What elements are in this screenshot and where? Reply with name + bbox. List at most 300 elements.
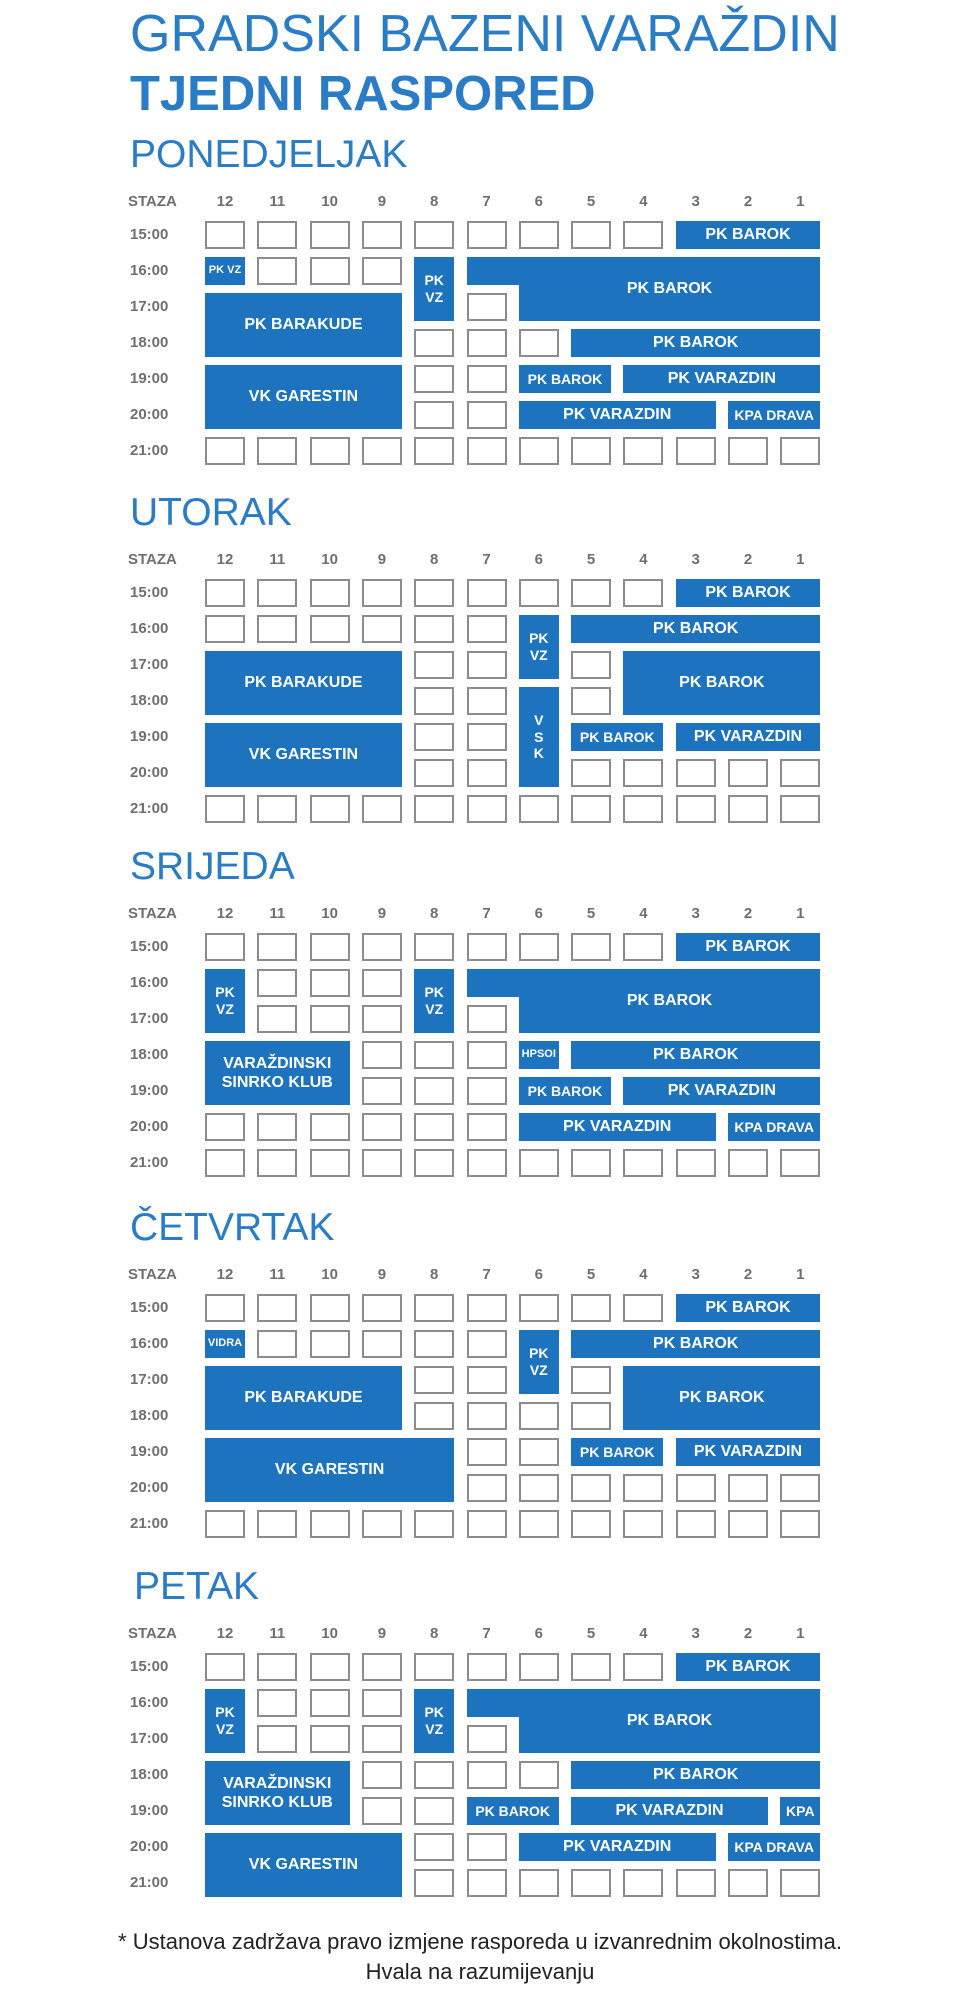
lane-slot[interactable] — [205, 1149, 245, 1177]
lane-slot[interactable] — [414, 1366, 454, 1394]
booking-block[interactable]: PK VZ — [414, 257, 454, 321]
lane-number: 11 — [269, 551, 286, 568]
lane-slot[interactable] — [780, 1869, 820, 1897]
lane-slot[interactable] — [467, 401, 507, 429]
lane-slot[interactable] — [362, 1077, 402, 1105]
lane-slot[interactable] — [467, 795, 507, 823]
lane-slot[interactable] — [257, 1725, 297, 1753]
lane-slot[interactable] — [623, 933, 663, 961]
lane-slot[interactable] — [310, 1294, 350, 1322]
booking-block[interactable]: PK BAROK — [571, 1330, 820, 1358]
lane-slot[interactable] — [467, 687, 507, 715]
lane-number: 5 — [586, 1266, 596, 1283]
lane-number: 8 — [430, 193, 439, 210]
lane-slot[interactable] — [414, 723, 454, 751]
lane-slot[interactable] — [519, 579, 559, 607]
lane-slot[interactable] — [362, 1041, 402, 1069]
lane-number: 11 — [269, 1266, 286, 1283]
lane-slot[interactable] — [310, 615, 350, 643]
lane-slot[interactable] — [257, 1330, 297, 1358]
booking-block[interactable]: PK VZ — [414, 969, 454, 1033]
lane-slot[interactable] — [257, 1689, 297, 1717]
lane-slot[interactable] — [519, 1510, 559, 1538]
lane-slot[interactable] — [467, 437, 507, 465]
booking-block[interactable]: PK BAROK — [676, 579, 821, 607]
lane-slot[interactable] — [467, 1438, 507, 1466]
lane-header-label: STAZA — [128, 551, 177, 568]
lane-slot[interactable] — [205, 615, 245, 643]
lane-slot[interactable] — [205, 1113, 245, 1141]
lane-slot[interactable] — [623, 1294, 663, 1322]
lane-number: 10 — [321, 905, 338, 922]
lane-slot[interactable] — [467, 1474, 507, 1502]
lane-slot[interactable] — [310, 1005, 350, 1033]
lane-slot[interactable] — [257, 969, 297, 997]
booking-block[interactable]: KPA DRAVA — [728, 1113, 820, 1141]
lane-slot[interactable] — [414, 933, 454, 961]
booking-block[interactable]: VIDRA — [205, 1330, 245, 1358]
booking-block-extension[interactable] — [467, 257, 519, 285]
lane-slot[interactable] — [310, 1653, 350, 1681]
lane-slot[interactable] — [467, 1113, 507, 1141]
lane-slot[interactable] — [257, 1294, 297, 1322]
lane-slot[interactable] — [362, 933, 402, 961]
time-label: 18:00 — [130, 334, 169, 351]
booking-block[interactable]: PK BAROK — [519, 1689, 821, 1753]
lane-slot[interactable] — [257, 1149, 297, 1177]
lane-slot[interactable] — [414, 1761, 454, 1789]
lane-slot[interactable] — [728, 437, 768, 465]
lane-slot[interactable] — [310, 1330, 350, 1358]
booking-block[interactable]: PK BAROK — [676, 933, 821, 961]
booking-block[interactable]: PK BAROK — [571, 329, 820, 357]
lane-number: 4 — [639, 193, 648, 210]
booking-block[interactable]: PK VZ — [519, 1330, 559, 1394]
booking-block[interactable]: PK VARAZDIN — [676, 723, 821, 751]
day-title: SRIJEDA — [130, 845, 295, 888]
booking-block[interactable]: PK BAROK — [676, 221, 821, 249]
lane-slot[interactable] — [362, 1330, 402, 1358]
lane-slot[interactable] — [467, 1869, 507, 1897]
lane-slot[interactable] — [257, 1113, 297, 1141]
time-label: 21:00 — [130, 1874, 169, 1891]
lane-slot[interactable] — [414, 1510, 454, 1538]
lane-slot[interactable] — [467, 1294, 507, 1322]
lane-slot[interactable] — [571, 1510, 611, 1538]
lane-slot[interactable] — [728, 1474, 768, 1502]
booking-block[interactable]: PK VARAZDIN — [519, 401, 716, 429]
lane-slot[interactable] — [571, 651, 611, 679]
time-label: 16:00 — [130, 620, 169, 637]
lane-slot[interactable] — [571, 1366, 611, 1394]
lane-slot[interactable] — [571, 437, 611, 465]
lane-number: 7 — [482, 1266, 491, 1283]
booking-block[interactable]: VK GARESTIN — [205, 365, 402, 429]
booking-block[interactable]: PK BARAKUDE — [205, 293, 402, 357]
lane-slot[interactable] — [728, 759, 768, 787]
booking-block[interactable]: PK BAROK — [571, 1761, 820, 1789]
lane-slot[interactable] — [205, 795, 245, 823]
lane-number: 4 — [639, 1625, 648, 1642]
lane-slot[interactable] — [414, 1869, 454, 1897]
lane-number: 3 — [691, 193, 700, 210]
lane-slot[interactable] — [519, 1653, 559, 1681]
lane-slot[interactable] — [676, 437, 716, 465]
lane-slot[interactable] — [257, 221, 297, 249]
lane-slot[interactable] — [519, 1149, 559, 1177]
booking-block[interactable]: VARAŽDINSKI SINRKO KLUB — [205, 1041, 350, 1105]
booking-block[interactable]: PK BAROK — [676, 1653, 821, 1681]
lane-slot[interactable] — [414, 1653, 454, 1681]
lane-slot[interactable] — [310, 221, 350, 249]
lane-slot[interactable] — [414, 1077, 454, 1105]
lane-number: 5 — [586, 193, 596, 210]
lane-slot[interactable] — [676, 1474, 716, 1502]
lane-slot[interactable] — [362, 1653, 402, 1681]
lane-slot[interactable] — [676, 1869, 716, 1897]
lane-slot[interactable] — [519, 1869, 559, 1897]
lane-slot[interactable] — [467, 759, 507, 787]
booking-block[interactable]: KPA DRAVA — [728, 401, 820, 429]
booking-block[interactable]: PK VARAZDIN — [519, 1833, 716, 1861]
booking-block[interactable]: PK VZ — [205, 257, 245, 285]
lane-slot[interactable] — [571, 1474, 611, 1502]
lane-slot[interactable] — [780, 437, 820, 465]
booking-block[interactable]: PK BAROK — [571, 1438, 663, 1466]
page-subtitle: TJEDNI RASPORED — [130, 67, 596, 121]
lane-slot[interactable] — [467, 1366, 507, 1394]
lane-slot[interactable] — [362, 969, 402, 997]
lane-slot[interactable] — [257, 257, 297, 285]
lane-slot[interactable] — [467, 1077, 507, 1105]
lane-slot[interactable] — [728, 1149, 768, 1177]
lane-slot[interactable] — [362, 1510, 402, 1538]
lane-slot[interactable] — [519, 1474, 559, 1502]
lane-slot[interactable] — [467, 1005, 507, 1033]
lane-slot[interactable] — [519, 1294, 559, 1322]
lane-slot[interactable] — [467, 1510, 507, 1538]
time-label: 19:00 — [130, 1082, 169, 1099]
lane-number: 2 — [743, 1625, 753, 1642]
booking-block-extension[interactable] — [467, 1689, 519, 1717]
lane-slot[interactable] — [414, 651, 454, 679]
lane-slot[interactable] — [205, 579, 245, 607]
booking-block[interactable]: PK VZ — [519, 615, 559, 679]
lane-slot[interactable] — [257, 437, 297, 465]
lane-slot[interactable] — [623, 1149, 663, 1177]
lane-slot[interactable] — [414, 1149, 454, 1177]
lane-slot[interactable] — [310, 933, 350, 961]
lane-slot[interactable] — [310, 1113, 350, 1141]
lane-slot[interactable] — [362, 1725, 402, 1753]
lane-slot[interactable] — [728, 1510, 768, 1538]
lane-slot[interactable] — [467, 933, 507, 961]
lane-number: 3 — [691, 905, 700, 922]
time-label: 17:00 — [130, 1730, 169, 1747]
booking-block[interactable]: PK BARAKUDE — [205, 651, 402, 715]
day-title: ČETVRTAK — [130, 1206, 335, 1249]
booking-block[interactable]: PK VZ — [205, 1689, 245, 1753]
lane-slot[interactable] — [623, 221, 663, 249]
booking-block[interactable]: PK VARAZDIN — [623, 1077, 820, 1105]
lane-slot[interactable] — [257, 615, 297, 643]
lane-slot[interactable] — [676, 1510, 716, 1538]
booking-block[interactable]: V S K — [519, 687, 559, 787]
lane-slot[interactable] — [310, 437, 350, 465]
lane-number: 12 — [216, 1266, 234, 1283]
lane-slot[interactable] — [362, 1113, 402, 1141]
lane-slot[interactable] — [728, 795, 768, 823]
lane-slot[interactable] — [414, 1330, 454, 1358]
lane-slot[interactable] — [571, 579, 611, 607]
lane-number: 6 — [534, 1266, 543, 1283]
lane-slot[interactable] — [414, 615, 454, 643]
lane-slot[interactable] — [362, 1761, 402, 1789]
booking-block[interactable]: PK BAROK — [519, 257, 821, 321]
time-label: 17:00 — [130, 1010, 169, 1027]
lane-slot[interactable] — [623, 1653, 663, 1681]
lane-slot[interactable] — [362, 1149, 402, 1177]
time-label: 18:00 — [130, 1407, 169, 1424]
lane-slot[interactable] — [467, 1725, 507, 1753]
lane-slot[interactable] — [310, 1510, 350, 1538]
lane-slot[interactable] — [414, 401, 454, 429]
lane-slot[interactable] — [571, 933, 611, 961]
lane-slot[interactable] — [519, 329, 559, 357]
lane-slot[interactable] — [780, 1510, 820, 1538]
lane-slot[interactable] — [571, 1294, 611, 1322]
booking-block[interactable]: PK VARAZDIN — [676, 1438, 821, 1466]
lane-slot[interactable] — [467, 1833, 507, 1861]
lane-slot[interactable] — [519, 933, 559, 961]
lane-slot[interactable] — [519, 795, 559, 823]
lane-header-label: STAZA — [128, 1266, 177, 1283]
lane-slot[interactable] — [257, 1653, 297, 1681]
lane-slot[interactable] — [310, 1149, 350, 1177]
lane-slot[interactable] — [623, 437, 663, 465]
lane-slot[interactable] — [205, 933, 245, 961]
lane-number: 6 — [534, 551, 543, 568]
lane-slot[interactable] — [414, 1797, 454, 1825]
booking-block[interactable]: PK BAROK — [519, 365, 611, 393]
time-label: 19:00 — [130, 728, 169, 745]
lane-slot[interactable] — [519, 1402, 559, 1430]
lane-slot[interactable] — [414, 795, 454, 823]
booking-block[interactable]: VARAŽDINSKI SINRKO KLUB — [205, 1761, 350, 1825]
booking-block[interactable]: HPSOI — [519, 1041, 559, 1069]
booking-block[interactable]: PK VARAZDIN — [623, 365, 820, 393]
lane-number: 10 — [321, 551, 338, 568]
lane-number: 6 — [534, 193, 543, 210]
lane-slot[interactable] — [310, 795, 350, 823]
lane-number: 5 — [586, 905, 596, 922]
booking-block-extension[interactable] — [467, 969, 519, 997]
lane-slot[interactable] — [728, 1869, 768, 1897]
lane-slot[interactable] — [467, 1041, 507, 1069]
lane-slot[interactable] — [623, 795, 663, 823]
lane-slot[interactable] — [362, 1689, 402, 1717]
lane-slot[interactable] — [362, 579, 402, 607]
lane-number: 4 — [639, 905, 648, 922]
lane-slot[interactable] — [467, 1653, 507, 1681]
lane-slot[interactable] — [623, 1510, 663, 1538]
lane-number: 1 — [796, 193, 805, 210]
lane-slot[interactable] — [362, 615, 402, 643]
lane-slot[interactable] — [467, 1402, 507, 1430]
lane-slot[interactable] — [310, 257, 350, 285]
lane-slot[interactable] — [623, 579, 663, 607]
lane-slot[interactable] — [780, 759, 820, 787]
lane-number: 3 — [691, 1625, 700, 1642]
booking-block[interactable]: PK BAROK — [519, 969, 821, 1033]
booking-block[interactable]: PK BAROK — [571, 1041, 820, 1069]
booking-block[interactable]: PK VARAZDIN — [519, 1113, 716, 1141]
day-title: UTORAK — [130, 491, 292, 534]
lane-slot[interactable] — [362, 1797, 402, 1825]
lane-number: 4 — [639, 1266, 648, 1283]
booking-block[interactable]: KPA DRAVA — [728, 1833, 820, 1861]
lane-slot[interactable] — [414, 1113, 454, 1141]
lane-slot[interactable] — [676, 795, 716, 823]
lane-number: 1 — [796, 1266, 805, 1283]
lane-number: 6 — [534, 1625, 543, 1642]
lane-slot[interactable] — [467, 579, 507, 607]
time-label: 15:00 — [130, 1658, 169, 1675]
lane-slot[interactable] — [519, 221, 559, 249]
lane-slot[interactable] — [414, 579, 454, 607]
lane-slot[interactable] — [571, 1653, 611, 1681]
booking-block[interactable]: PK BAROK — [623, 651, 820, 715]
time-label: 21:00 — [130, 800, 169, 817]
lane-slot[interactable] — [414, 1402, 454, 1430]
lane-slot[interactable] — [414, 1294, 454, 1322]
lane-slot[interactable] — [362, 1294, 402, 1322]
booking-block[interactable]: PK BAROK — [571, 615, 820, 643]
time-label: 19:00 — [130, 1443, 169, 1460]
lane-slot[interactable] — [467, 651, 507, 679]
booking-block[interactable]: VK GARESTIN — [205, 723, 402, 787]
lane-slot[interactable] — [519, 1438, 559, 1466]
time-label: 21:00 — [130, 442, 169, 459]
lane-slot[interactable] — [362, 437, 402, 465]
lane-slot[interactable] — [362, 1005, 402, 1033]
time-label: 18:00 — [130, 1046, 169, 1063]
lane-slot[interactable] — [467, 293, 507, 321]
booking-block[interactable]: VK GARESTIN — [205, 1833, 402, 1897]
lane-slot[interactable] — [205, 221, 245, 249]
lane-slot[interactable] — [205, 437, 245, 465]
lane-slot[interactable] — [205, 1653, 245, 1681]
lane-slot[interactable] — [257, 1510, 297, 1538]
lane-slot[interactable] — [310, 579, 350, 607]
lane-slot[interactable] — [310, 969, 350, 997]
lane-slot[interactable] — [414, 365, 454, 393]
lane-slot[interactable] — [467, 1330, 507, 1358]
lane-slot[interactable] — [362, 221, 402, 249]
lane-header-label: STAZA — [128, 905, 177, 922]
booking-block[interactable]: PK VZ — [414, 1689, 454, 1753]
lane-slot[interactable] — [780, 1474, 820, 1502]
footer-note: * Ustanova zadržava pravo izmjene rasporeda u izvanrednim okolnostima. — [118, 1929, 842, 1954]
lane-slot[interactable] — [467, 365, 507, 393]
lane-slot[interactable] — [467, 1149, 507, 1177]
lane-slot[interactable] — [780, 1149, 820, 1177]
time-label: 21:00 — [130, 1154, 169, 1171]
lane-slot[interactable] — [467, 221, 507, 249]
lane-slot[interactable] — [571, 1149, 611, 1177]
lane-slot[interactable] — [571, 1869, 611, 1897]
lane-number: 2 — [743, 905, 753, 922]
time-label: 17:00 — [130, 298, 169, 315]
lane-number: 11 — [269, 193, 286, 210]
lane-slot[interactable] — [676, 759, 716, 787]
booking-block[interactable]: VK GARESTIN — [205, 1438, 454, 1502]
lane-slot[interactable] — [467, 723, 507, 751]
booking-block[interactable]: PK BAROK — [623, 1366, 820, 1430]
lane-slot[interactable] — [467, 1761, 507, 1789]
lane-slot[interactable] — [676, 1149, 716, 1177]
lane-slot[interactable] — [362, 257, 402, 285]
lane-number: 2 — [743, 551, 753, 568]
lane-number: 11 — [269, 1625, 286, 1642]
booking-block[interactable]: PK BAROK — [571, 723, 663, 751]
lane-slot[interactable] — [414, 437, 454, 465]
lane-slot[interactable] — [257, 933, 297, 961]
lane-slot[interactable] — [571, 1402, 611, 1430]
booking-block[interactable]: PK VARAZDIN — [571, 1797, 768, 1825]
lane-number: 11 — [269, 905, 286, 922]
lane-slot[interactable] — [467, 615, 507, 643]
lane-slot[interactable] — [780, 795, 820, 823]
lane-slot[interactable] — [310, 1725, 350, 1753]
lane-slot[interactable] — [571, 687, 611, 715]
lane-slot[interactable] — [257, 579, 297, 607]
lane-slot[interactable] — [414, 1833, 454, 1861]
lane-slot[interactable] — [571, 221, 611, 249]
lane-slot[interactable] — [414, 221, 454, 249]
lane-slot[interactable] — [205, 1294, 245, 1322]
booking-block[interactable]: KPA — [780, 1797, 820, 1825]
lane-slot[interactable] — [362, 795, 402, 823]
lane-slot[interactable] — [519, 1761, 559, 1789]
booking-block[interactable]: PK BAROK — [467, 1797, 559, 1825]
booking-block[interactable]: PK BARAKUDE — [205, 1366, 402, 1430]
page-title: GRADSKI BAZENI VARAŽDIN — [130, 5, 840, 63]
lane-slot[interactable] — [414, 329, 454, 357]
booking-block[interactable]: PK VZ — [205, 969, 245, 1033]
footer-thanks: Hvala na razumijevanju — [365, 1959, 595, 1984]
time-label: 20:00 — [130, 1479, 169, 1496]
lane-slot[interactable] — [414, 759, 454, 787]
lane-slot[interactable] — [414, 1041, 454, 1069]
lane-number: 2 — [743, 1266, 753, 1283]
lane-slot[interactable] — [257, 1005, 297, 1033]
lane-slot[interactable] — [623, 1869, 663, 1897]
lane-slot[interactable] — [571, 759, 611, 787]
lane-slot[interactable] — [623, 759, 663, 787]
lane-number: 10 — [321, 1266, 338, 1283]
lane-slot[interactable] — [310, 1689, 350, 1717]
lane-slot[interactable] — [623, 1474, 663, 1502]
lane-slot[interactable] — [571, 795, 611, 823]
lane-slot[interactable] — [205, 1510, 245, 1538]
lane-slot[interactable] — [467, 329, 507, 357]
lane-slot[interactable] — [414, 687, 454, 715]
lane-slot[interactable] — [519, 437, 559, 465]
lane-slot[interactable] — [257, 795, 297, 823]
booking-block[interactable]: PK BAROK — [519, 1077, 611, 1105]
booking-block[interactable]: PK BAROK — [676, 1294, 821, 1322]
